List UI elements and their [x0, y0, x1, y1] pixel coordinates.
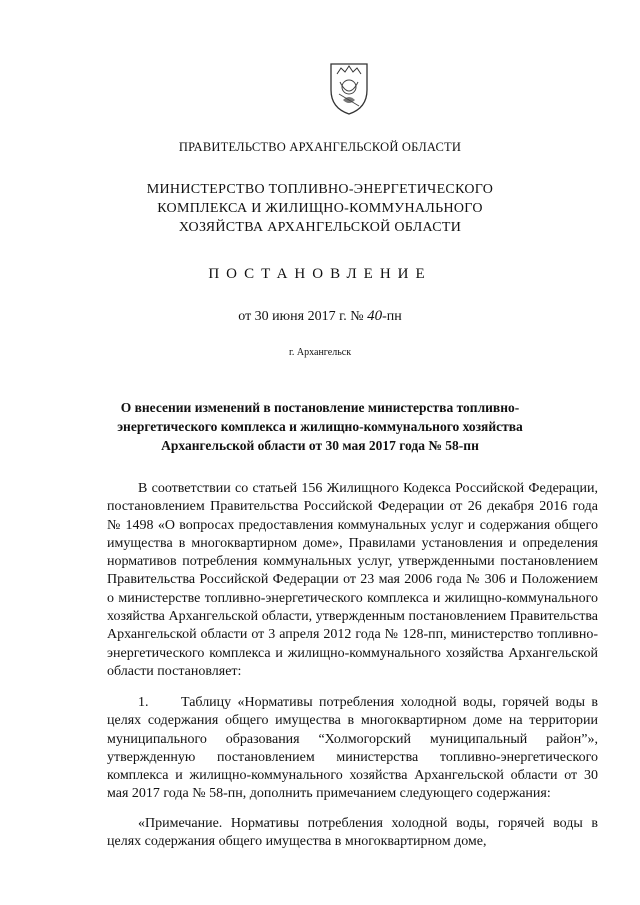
ministry-line: МИНИСТЕРСТВО ТОПЛИВНО-ЭНЕРГЕТИЧЕСКОГО: [146, 182, 494, 197]
item-1-text: Таблицу «Нормативы потребления холодной воды, горячей воды в целях содержания общего имущества в многоквартирном доме на территории муниципального образования “Холмогорский муниципальный район”», утвержденную постановлением министерства топливно-энергетического комплекса и жилищно-коммунального хозяйства Архангельской области от 30 мая 2017 года № 58-пн, дополнить примечанием следующего содержания:: [107, 695, 598, 802]
subject-line: О внесении изменений в постановление министерства топливно-: [120, 400, 520, 415]
document-subject: [0, 398, 640, 455]
document-city: г. Архангельск: [288, 347, 352, 358]
preamble-text: В соответствии со статьей 156 Жилищного Кодекса Российской Федерации, постановлением Правительства Российской Федерации от 26 декабря 2016 года № 1498 «О вопросах предоставления коммунальных услуг и содержания общего имущества в многоквартирном доме», Правилами установления и определения нормативов потребления коммунальных услуг, утвержденными постановлением Правительства Российской Федерации от 23 мая 2006 года № 306 и Положением о министерстве топливно-энергетического комплекса и жилищно-коммунального хозяйства Архангельской области, утвержденным постановлением Правительства Архангельской области от 3 апреля 2012 года № 128-пп, министерство топливно-энергетического комплекса и жилищно-коммунального хозяйства Архангельской области постановляет:: [107, 481, 598, 679]
coat-of-arms-icon: [327, 60, 371, 116]
item-1-paragraph: [107, 694, 598, 804]
number-suffix: -пн: [382, 309, 402, 324]
note-paragraph: [107, 815, 598, 852]
subject-line: энергетического комплекса и жилищно-коммунального хозяйства: [117, 419, 523, 434]
ministry-line: КОМПЛЕКСА И ЖИЛИЩНО-КОММУНАЛЬНОГО: [157, 201, 483, 216]
date-prefix: от 30 июня 2017 г. №: [238, 309, 364, 324]
ministry-line: ХОЗЯЙСТВА АРХАНГЕЛЬСКОЙ ОБЛАСТИ: [178, 220, 462, 235]
government-name: ПРАВИТЕЛЬСТВО АРХАНГЕЛЬСКОЙ ОБЛАСТИ: [178, 140, 462, 154]
handwritten-number: 40: [367, 308, 383, 324]
document-type: ПОСТАНОВЛЕНИЕ: [208, 266, 432, 282]
note-text: «Примечание. Нормативы потребления холодной воды, горячей воды в целях содержания общего имущества в многоквартирном доме,: [107, 816, 598, 850]
preamble-paragraph: [107, 480, 598, 681]
subject-line: Архангельской области от 30 мая 2017 года № 58-пн: [161, 438, 479, 453]
document-date-number: [0, 308, 640, 325]
ministry-name: [0, 180, 640, 237]
item-number: 1.: [138, 695, 149, 710]
